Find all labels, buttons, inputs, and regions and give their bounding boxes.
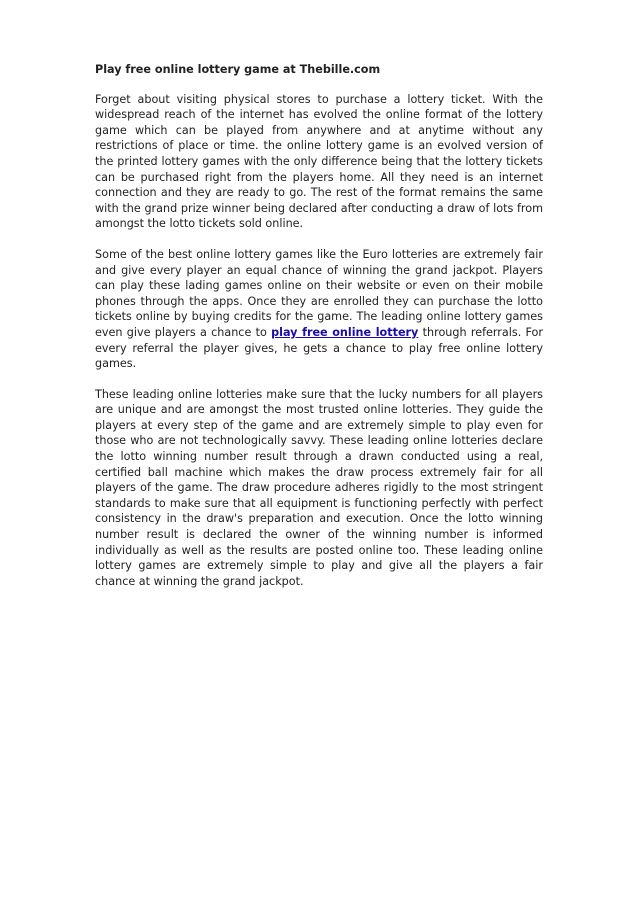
document-title: Play free online lottery game at Thebille.com xyxy=(95,63,381,76)
paragraph-lucky-numbers: These leading online lotteries make sure that the lucky numbers for all players are unique and are amongst the most trusted online lotteries. They guide the players at every step of the game and are extremely simple to play even for those who are not technologically savvy. These leading online lotteries declare the lotto winning number result through a drawn conducted using a real, certified ball machine which makes the draw process extremely fair for all players of the game. The draw procedure adheres rigidly to the most stringent standards to make sure that all equipment is functioning perfectly with perfect consistency in the draw's preparation and execution. Once the lotto winning number result is declared the owner of the winning number is informed individually as well as the results are posted online too. These leading online lottery games are extremely simple to play and give all the players a fair chance at winning the grand jackpot. xyxy=(95,387,543,588)
paragraph-best-games-text-start: Some of the best online lottery games like the Euro lotteries are extremely fair and give every player an equal chance of winning the grand jackpot. Players can play these lading games online on their website or even on their mobile phones through the apps. Once they are enrolled they can purchase the lotto tickets online by buying credits for the game. The leading online lottery games even give players a chance to xyxy=(95,247,543,339)
document-page xyxy=(95,62,543,604)
play-free-online-lottery-link[interactable]: play free online lottery xyxy=(271,325,419,339)
paragraph-intro: Forget about visiting physical stores to purchase a lottery ticket. With the widespread reach of the internet has evolved the online format of the lottery game which can be played from anywhere and at anytime without any restrictions of place or time. the online lottery game is an evolved version of the printed lottery games with the only difference being that the lottery tickets can be purchased right from the players home. All they need is an internet connection and they are ready to go. The rest of the format remains the same with the grand prize winner being declared after conducting a draw of lots from amongst the lotto tickets sold online. xyxy=(95,92,543,231)
paragraph-best-games xyxy=(95,247,543,372)
paragraph-best-games-text-end: through referrals. For every referral the player gives, he gets a chance to play free online lottery games. xyxy=(95,325,543,371)
